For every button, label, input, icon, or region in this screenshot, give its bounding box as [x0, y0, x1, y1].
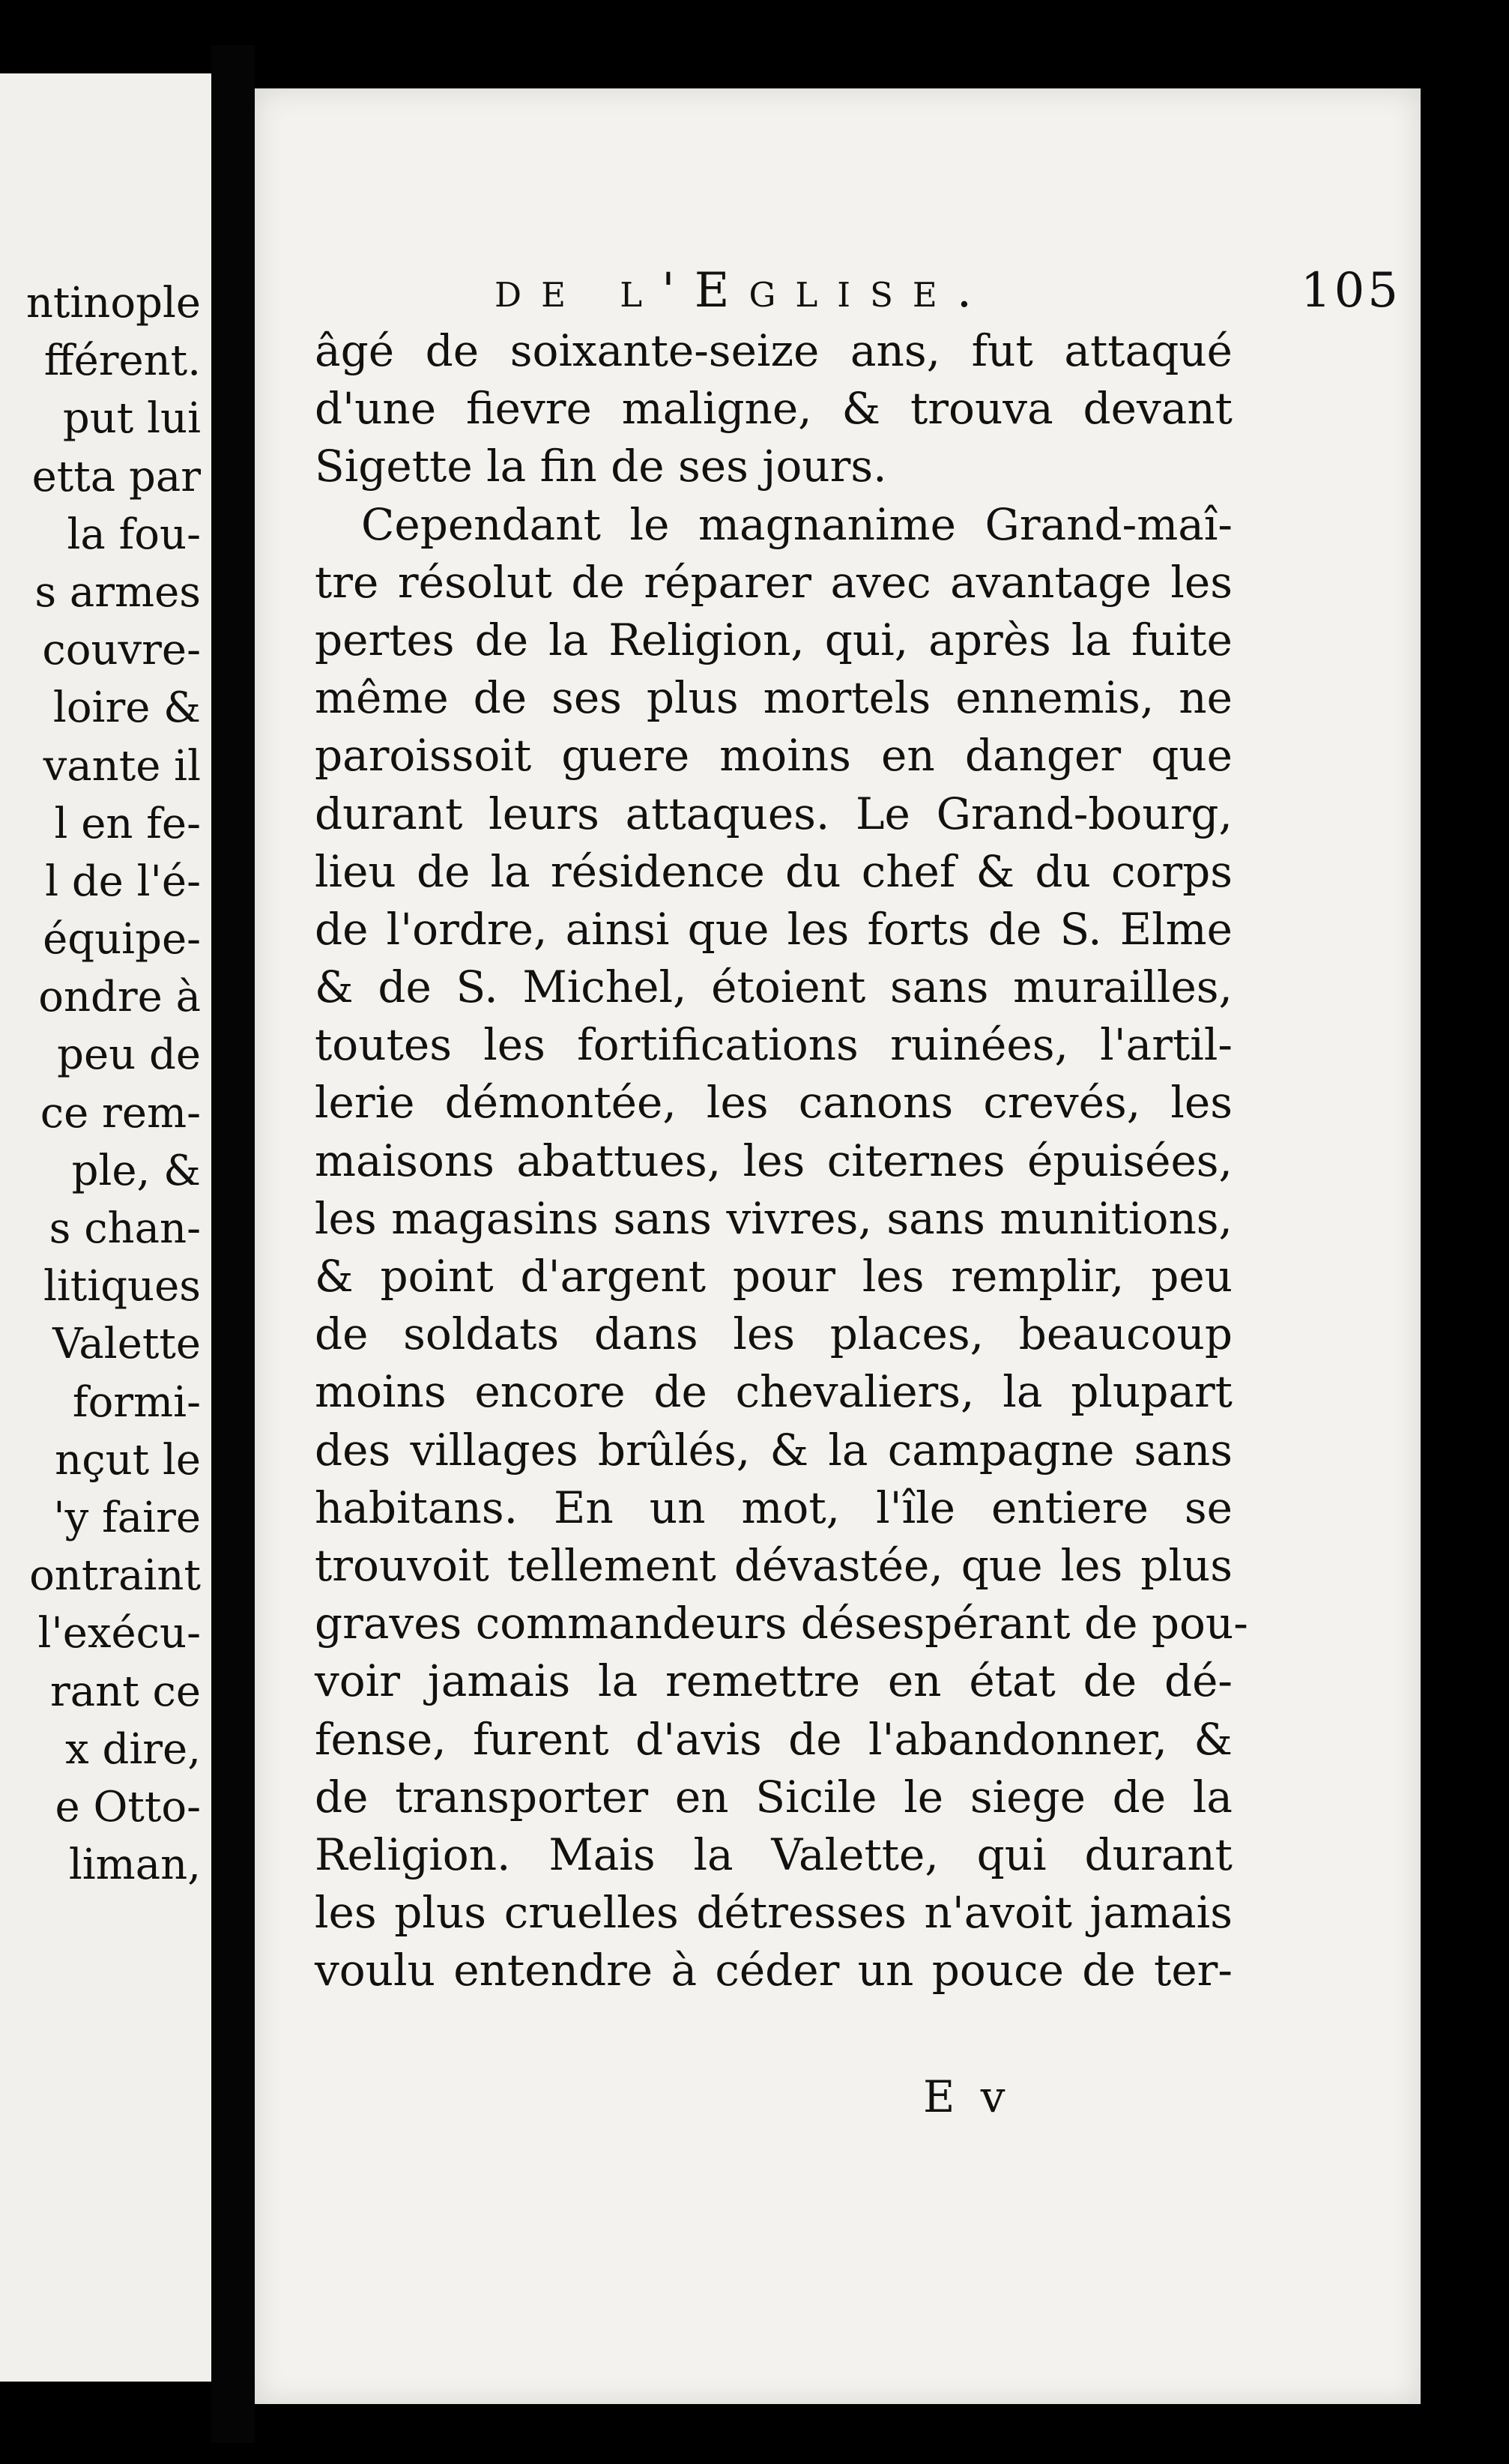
left-page-line: vante il — [43, 741, 201, 791]
body-text — [315, 322, 1248, 1999]
left-page-line: l de l'é- — [45, 857, 201, 906]
left-page-line: ntinople — [25, 279, 201, 327]
body-line: même de ses plus mortels ennemis, ne — [315, 672, 1233, 724]
book-gutter — [211, 45, 255, 2443]
left-page-line: formi- — [72, 1377, 201, 1427]
left-page-line: s chan- — [49, 1204, 201, 1253]
left-page-line: litiques — [43, 1262, 201, 1311]
body-line: lieu de la résidence du chef & du corps — [315, 845, 1233, 897]
body-line: âgé de soixante-seize ans, fut attaqué — [315, 325, 1233, 376]
body-line: Religion. Mais la Valette, qui durant — [315, 1829, 1233, 1880]
left-page-text — [0, 274, 201, 1894]
body-line: de soldats dans les places, beaucoup — [315, 1308, 1233, 1360]
left-page-line: équipe- — [43, 915, 201, 964]
body-line: fense, furent d'avis de l'abandonner, & — [315, 1713, 1233, 1765]
body-line: Cependant le magnanime Grand-maî- — [361, 498, 1233, 550]
body-line: les magasins sans vivres, sans munitions, — [315, 1192, 1233, 1244]
body-line: & de S. Michel, étoient sans murailles, — [315, 961, 1233, 1013]
body-line: & point d'argent pour les remplir, peu — [315, 1251, 1233, 1302]
body-line: trouvoit tellement dévastée, que les plus — [315, 1539, 1233, 1591]
left-page-line: put lui — [62, 394, 201, 444]
body-line: tre résolut de réparer avec avantage les — [315, 556, 1233, 608]
body-line: les plus cruelles détresses n'avoit jamais — [315, 1887, 1233, 1939]
running-head — [465, 257, 1424, 324]
running-head-title: de l'Eglise. — [495, 263, 992, 318]
left-page-line: etta par — [31, 452, 201, 501]
left-page-line: l en fe- — [54, 799, 201, 848]
left-page-line: e Otto- — [55, 1782, 201, 1832]
body-line: maisons abattues, les citernes épuisées, — [315, 1135, 1233, 1186]
left-page-line: ontraint — [29, 1551, 201, 1601]
left-page-line: x dire, — [65, 1724, 201, 1774]
left-page-line: nçut le — [55, 1435, 201, 1485]
body-line: voulu entendre à céder un pouce de ter- — [315, 1945, 1233, 1996]
left-page-line: loire & — [52, 683, 201, 733]
body-line: paroissoit guere moins en danger que — [315, 730, 1233, 782]
body-line: lerie démontée, les canons crevés, les — [315, 1077, 1233, 1129]
left-page-line: s armes — [34, 567, 201, 617]
body-line: d'une fievre maligne, & trouva devant — [315, 383, 1233, 435]
body-line: Sigette la fin de ses jours. — [315, 441, 887, 492]
left-page-line: ondre à — [38, 973, 201, 1022]
left-page-line: fférent. — [43, 336, 201, 386]
body-line: durant leurs attaques. Le Grand-bourg, — [315, 788, 1233, 839]
left-page-line: peu de — [57, 1030, 201, 1080]
body-line: de l'ordre, ainsi que les forts de S. Elme — [315, 903, 1233, 955]
body-line: des villages brûlés, & la campagne sans — [315, 1424, 1233, 1476]
body-line: de transporter en Sicile le siege de la — [315, 1771, 1233, 1823]
page-number: 105 — [1300, 263, 1401, 318]
left-page-line: liman, — [68, 1841, 201, 1890]
right-page — [255, 88, 1421, 2404]
left-page-line: rant ce — [49, 1667, 201, 1716]
left-page-line: ce rem- — [40, 1088, 201, 1138]
left-page-line: Valette — [52, 1320, 201, 1369]
left-page-line: la fou- — [67, 510, 201, 559]
body-line: moins encore de chevaliers, la plupart — [315, 1366, 1233, 1418]
left-page-line: couvre- — [42, 626, 201, 675]
body-line: voir jamais la remettre en état de dé- — [315, 1655, 1233, 1707]
signature-mark: E v — [923, 2071, 1011, 2122]
body-line: graves commandeurs désespérant de pou- — [315, 1598, 1248, 1649]
left-page-line: ple, & — [71, 1146, 201, 1195]
body-line: pertes de la Religion, qui, après la fuite — [315, 614, 1233, 665]
left-page-line: l'exécu- — [37, 1609, 201, 1658]
body-line: toutes les fortifications ruinées, l'artil- — [315, 1019, 1233, 1071]
left-page-line: 'y faire — [53, 1493, 201, 1542]
left-facing-page — [0, 73, 211, 2382]
body-line: habitans. En un mot, l'île entiere se — [315, 1482, 1233, 1533]
